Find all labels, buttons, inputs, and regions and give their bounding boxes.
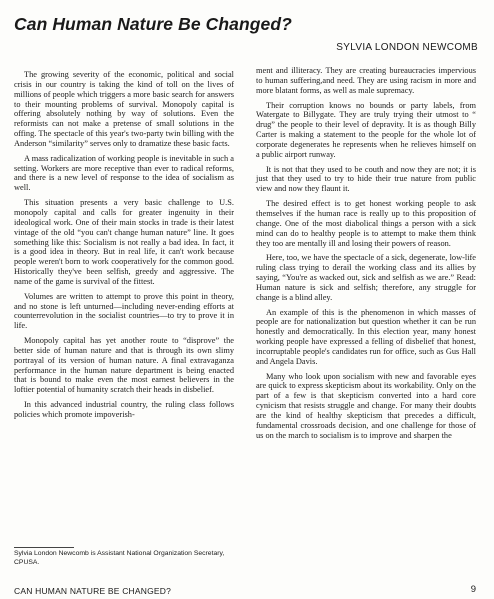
paragraph: It is not that they used to be couth and now they are not; it is just that they used to try to hide their true nature from public view and now they flaunt it. (256, 164, 476, 194)
right-column (256, 66, 476, 446)
paragraph: Many who look upon socialism with new and favorable eyes are quick to express skepticism about its workability. Only on the part of a few is that skepticism converted into a hard core cynicism that resists struggle and change. For many their doubts are the kind of healthy skepticism that precedes a difficult, fundamental crossroads decision, and one challenge for those of us on the march to socialism is to improve and sharpen the (256, 371, 476, 440)
footnote-rule (14, 547, 74, 548)
paragraph: This situation presents a very basic challenge to U.S. monopoly capital and calls for greater ingenuity in their ideological work. One of their main stocks in trade is their latest vintage of the old “you can't change human nature” line. It goes something like this: Socialism is not really a bad idea. In fact, it is a good idea in theory. But in real life, it can't work because people weren't born to work cooperatively for the common good. Historically they've been selfish, greedy and aggressive. The name of the game is survival of the fittest. (14, 198, 234, 286)
paragraph: Here, too, we have the spectacle of a sick, degenerate, low-life ruling class trying to derail the working class and its allies by saying, “You're as wacked out, sick and selfish as we are.” Read: Human nature is sick and selfish; therefore, any struggle for change is a blind alley. (256, 253, 476, 302)
running-footer-title: CAN HUMAN NATURE BE CHANGED? (14, 586, 172, 596)
paragraph: In this advanced industrial country, the ruling class follows policies which promote impoverish- (14, 400, 234, 419)
paragraph: Their corruption knows no bounds or party labels, from Watergate to Billygate. They are truly trying their utmost to “ drug” the people to their level of depravity. It is as though Billy Carter is making a statement to the people for the whole lot of corporate degenerates he represents when he relieves himself on a public airport runway. (256, 100, 476, 159)
paragraph: Volumes are written to attempt to prove this point in theory, and no stone is left unturned—including never-ending efforts at counterrevolution in the socialist countries—to try to prove it in life. (14, 291, 234, 331)
paragraph: A mass radicalization of working people is inevitable in such a setting. Workers are more receptive than ever to radical reforms, and there is a new level of response to the idea of socialism as well. (14, 153, 234, 193)
paragraph: ment and illiteracy. They are creating bureaucracies impervious to human suffering,and need. They are using racism in more and more blatant forms, as well as male supremacy. (256, 66, 476, 95)
paragraph: Monopoly capital has yet another route to “disprove” the better side of human nature and that is through its own slimy portrayal of its version of human nature. A final extravaganza performance in the human nature department is being enacted that is bound to make even the most earnest believers in the loftier potential of humanity scratch their heads in disbelief. (14, 336, 234, 395)
author-byline: SYLVIA LONDON NEWCOMB (336, 42, 478, 53)
paragraph: The desired effect is to get honest working people to ask themselves if the human race is really up to this proposition of change. One of the most diabolical things a person with a sick mind can do to healthy people is to attempt to make them think they too are mentally ill and losing their powers of reason. (256, 199, 476, 248)
page-number: 9 (470, 584, 476, 595)
article-title: Can Human Nature Be Changed? (14, 14, 292, 34)
author-footnote: Sylvia London Newcomb is Assistant National Organization Secretary, CPUSA. (14, 550, 225, 566)
paragraph: The growing severity of the economic, political and social crisis in our country is taking the kind of toll on the lives of millions of people which triggers a more basic search for answers to their mounting problems of survival. Monopoly capital is offering absolutely nothing by way of solutions. Even the reformists can not make a pretense of small solutions in the offing. The spectacle of this year's two-party twin billing with the Anderson “similarity” serves only to dramatize these basic facts. (14, 70, 234, 148)
paragraph: An example of this is the phenomenon in which masses of people are for nationalization but question whether it can be run honestly and democratically. In this election year, many honest working people have expressed a felling of disbelief that honest, incorruptable people's candidates run for office, such as Gus Hall and Angela Davis. (256, 307, 476, 366)
left-column (14, 70, 234, 425)
